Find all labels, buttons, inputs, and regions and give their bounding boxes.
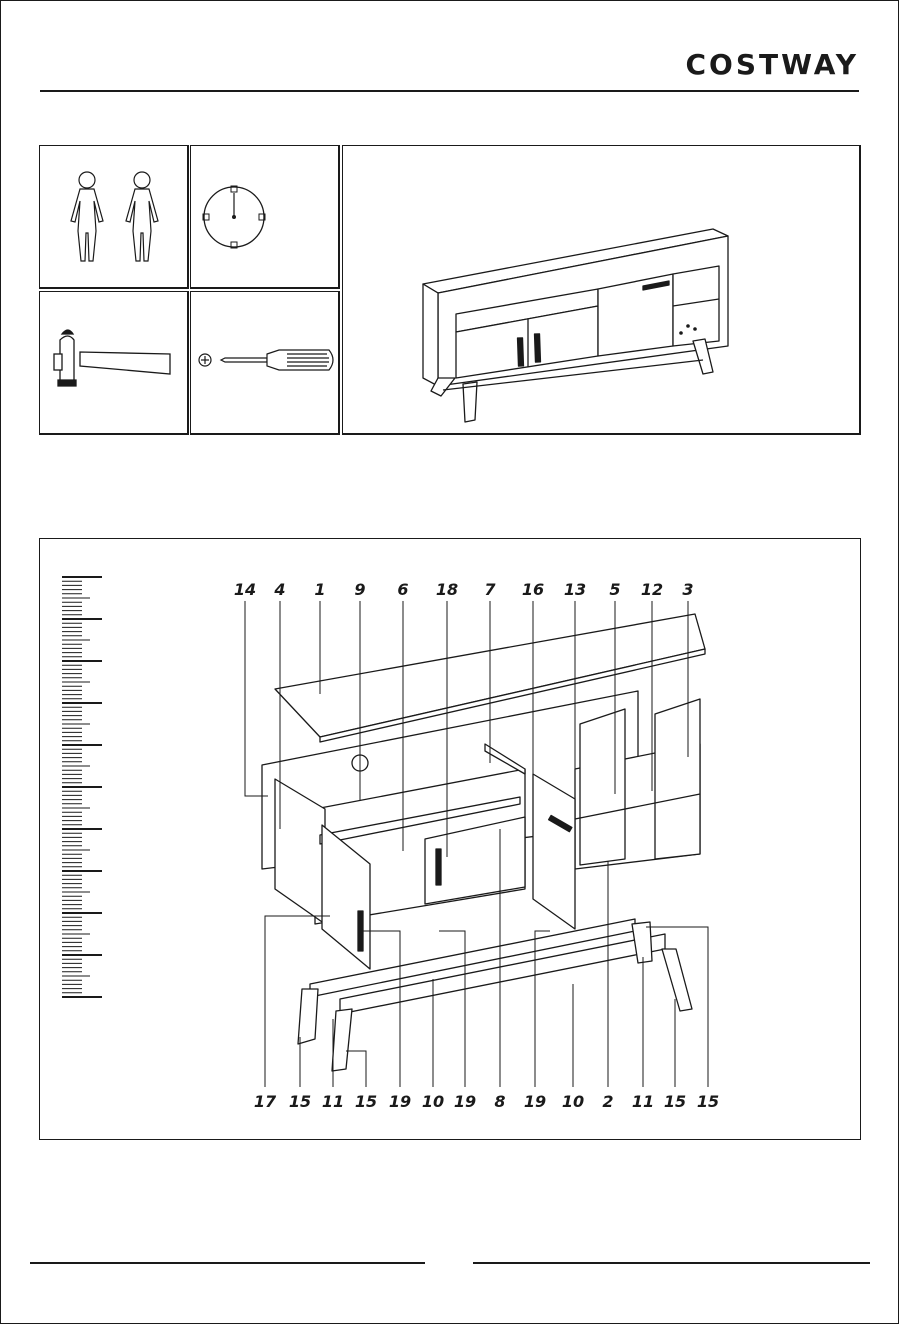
part-leg <box>632 922 652 963</box>
part-callout-11: 11 <box>631 1092 655 1111</box>
footer-rule-right <box>473 1262 870 1264</box>
part-callout-3: 3 <box>682 580 694 599</box>
part-right-door <box>533 774 575 929</box>
part-callout-17: 17 <box>253 1092 277 1111</box>
part-callout-9: 9 <box>354 580 366 599</box>
part-callout-10: 10 <box>561 1092 585 1111</box>
part-callout-5: 5 <box>609 580 621 599</box>
part-callout-4: 4 <box>274 580 286 599</box>
brand-logo: COSTWAY <box>685 48 859 81</box>
screwdriver-tool-box <box>190 291 340 435</box>
part-callout-19: 19 <box>388 1092 412 1111</box>
header-rule <box>40 90 859 92</box>
assembly-time-box <box>190 145 340 289</box>
part-callout-19: 19 <box>523 1092 547 1111</box>
part-callout-15: 15 <box>354 1092 378 1111</box>
part-callout-13: 13 <box>563 580 587 599</box>
part-callout-11: 11 <box>321 1092 345 1111</box>
part-leg <box>662 949 692 1011</box>
two-persons-icon <box>40 146 187 287</box>
part-callout-8: 8 <box>494 1092 506 1111</box>
part-callout-6: 6 <box>397 580 409 599</box>
measuring-ruler <box>62 577 102 997</box>
part-leg <box>298 989 318 1044</box>
part-callout-1: 1 <box>314 580 326 599</box>
part-callout-2: 2 <box>602 1092 614 1111</box>
part-callout-12: 12 <box>640 580 664 599</box>
part-callout-7: 7 <box>484 580 496 599</box>
hammer-tool-box <box>39 291 189 435</box>
part-callout-14: 14 <box>233 580 257 599</box>
tv-stand-illustration <box>343 146 859 433</box>
part-callout-15: 15 <box>663 1092 687 1111</box>
part-callout-16: 16 <box>521 580 545 599</box>
hammer-icon <box>40 292 187 433</box>
exploded-view-diagram <box>39 538 861 1140</box>
part-callout-15: 15 <box>288 1092 312 1111</box>
part-callout-10: 10 <box>421 1092 445 1111</box>
part-callout-18: 18 <box>435 580 459 599</box>
exploded-view-svg <box>40 539 860 1139</box>
footer-rule-left <box>30 1262 425 1264</box>
part-callout-19: 19 <box>453 1092 477 1111</box>
product-preview-box <box>342 145 861 435</box>
persons-required-box <box>39 145 189 289</box>
part-leg <box>332 1009 352 1071</box>
clock-icon <box>191 146 338 287</box>
part-callout-15: 15 <box>696 1092 720 1111</box>
screwdriver-icon <box>191 292 338 433</box>
